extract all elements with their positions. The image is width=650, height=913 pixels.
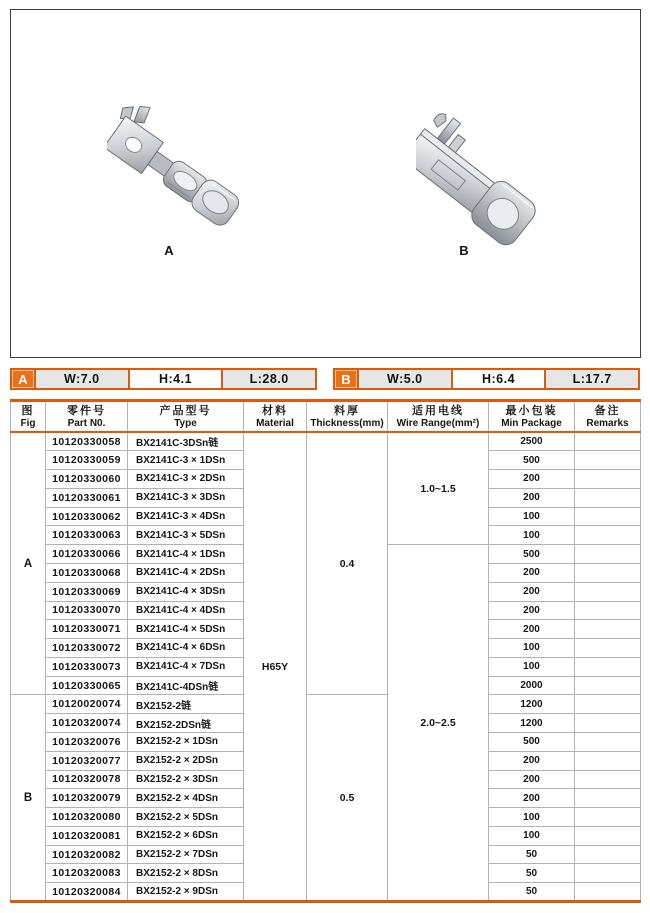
bar-a-height-value: H:4.1 [128,370,222,388]
type-cell: BX2141C-4 × 4DSn [128,601,244,620]
remarks-cell [575,883,641,902]
part-no-cell: 10120320082 [46,845,128,864]
bar-a-fig-badge: A [12,370,34,388]
min-package-cell: 500 [489,733,575,752]
wire-range-cell: 2.0~2.5 [388,545,489,902]
column-header-type: 产品型号 Type [128,401,244,433]
remarks-cell [575,601,641,620]
material-cell: H65Y [244,432,307,902]
part-no-cell: 10120330062 [46,507,128,526]
min-package-cell: 200 [489,582,575,601]
column-header-fig: 图 Fig [11,401,46,433]
part-no-cell: 10120330072 [46,639,128,658]
column-header-material: 材料 Material [244,401,307,433]
type-cell: BX2152-2 × 3DSn [128,770,244,789]
type-cell: BX2152-2 × 7DSn [128,845,244,864]
terminal-a-photo [107,92,267,257]
min-package-cell: 200 [489,470,575,489]
remarks-cell [575,789,641,808]
remarks-cell [575,451,641,470]
type-cell: BX2152-2 × 8DSn [128,864,244,883]
min-package-cell: 100 [489,657,575,676]
remarks-cell [575,770,641,789]
type-cell: BX2141C-4 × 6DSn [128,639,244,658]
min-package-cell: 500 [489,451,575,470]
type-cell: BX2152-2 × 6DSn [128,826,244,845]
min-package-cell: 200 [489,620,575,639]
remarks-cell [575,507,641,526]
type-cell: BX2152-2DSn链 [128,714,244,733]
remarks-cell [575,488,641,507]
type-cell: BX2152-2 × 1DSn [128,733,244,752]
thickness-cell: 0.4 [307,432,388,695]
column-header-thickness-mm: 料厚 Thickness(mm) [307,401,388,433]
thickness-cell: 0.5 [307,695,388,902]
part-no-cell: 10120320078 [46,770,128,789]
column-header-wire-range-mm: 适用电线 Wire Range(mm²) [388,401,489,433]
remarks-cell [575,563,641,582]
min-package-cell: 100 [489,526,575,545]
type-cell: BX2141C-3 × 1DSn [128,451,244,470]
figure-b-label: B [459,243,469,258]
dimension-bar-b [333,368,640,390]
column-header-part-n0: 零件号 Part N0. [46,401,128,433]
part-no-cell: 10120330066 [46,545,128,564]
part-no-cell: 10120330061 [46,488,128,507]
min-package-cell: 100 [489,808,575,827]
type-cell: BX2141C-4DSn链 [128,676,244,695]
part-no-cell: 10120330063 [46,526,128,545]
part-no-cell: 10120330059 [46,451,128,470]
min-package-cell: 200 [489,601,575,620]
part-no-cell: 10120330065 [46,676,128,695]
min-package-cell: 100 [489,639,575,658]
min-package-cell: 1200 [489,695,575,714]
min-package-cell: 200 [489,751,575,770]
part-no-cell: 10120320079 [46,789,128,808]
type-cell: BX2152-2 × 4DSn [128,789,244,808]
min-package-cell: 50 [489,864,575,883]
min-package-cell: 200 [489,488,575,507]
part-no-cell: 10120320074 [46,714,128,733]
part-no-cell: 10120320077 [46,751,128,770]
figure-a-label: A [164,243,174,258]
type-cell: BX2141C-4 × 5DSn [128,620,244,639]
type-cell: BX2141C-3 × 2DSn [128,470,244,489]
remarks-cell [575,657,641,676]
min-package-cell: 100 [489,826,575,845]
type-cell: BX2141C-3DSn链 [128,432,244,451]
part-no-cell: 10120330069 [46,582,128,601]
part-no-cell: 10120330068 [46,563,128,582]
min-package-cell: 2000 [489,676,575,695]
type-cell: BX2152-2 × 2DSn [128,751,244,770]
remarks-cell [575,826,641,845]
terminal-b-photo [416,110,566,270]
part-no-cell: 10120330060 [46,470,128,489]
remarks-cell [575,714,641,733]
part-no-cell: 10120020074 [46,695,128,714]
type-cell: BX2141C-4 × 2DSn [128,563,244,582]
remarks-cell [575,432,641,451]
part-no-cell: 10120330071 [46,620,128,639]
part-no-cell: 10120320081 [46,826,128,845]
part-no-cell: 10120330070 [46,601,128,620]
min-package-cell: 500 [489,545,575,564]
bar-a-width-value: W:7.0 [34,370,128,388]
part-no-cell: 10120320080 [46,808,128,827]
min-package-cell: 200 [489,789,575,808]
column-header-min-package: 最小包装 Min Package [489,401,575,433]
bar-b-width-value: W:5.0 [357,370,451,388]
remarks-cell [575,676,641,695]
column-header-remarks: 备注 Remarks [575,401,641,433]
type-cell: BX2141C-3 × 5DSn [128,526,244,545]
min-package-cell: 200 [489,563,575,582]
fig-cell: B [11,695,46,902]
bar-b-fig-badge: B [335,370,357,388]
parts-table-body [11,432,641,902]
min-package-cell: 1200 [489,714,575,733]
part-no-cell: 10120330058 [46,432,128,451]
type-cell: BX2141C-4 × 3DSn [128,582,244,601]
dimension-bar-a [10,368,317,390]
type-cell: BX2141C-4 × 1DSn [128,545,244,564]
type-cell: BX2141C-3 × 3DSn [128,488,244,507]
bar-b-length-value: L:17.7 [544,370,638,388]
min-package-cell: 100 [489,507,575,526]
remarks-cell [575,808,641,827]
min-package-cell: 200 [489,770,575,789]
bar-b-height-value: H:6.4 [451,370,545,388]
wire-range-cell: 1.0~1.5 [388,432,489,545]
remarks-cell [575,639,641,658]
product-photo-panel [10,9,641,358]
bar-a-length-value: L:28.0 [221,370,315,388]
type-cell: BX2152-2链 [128,695,244,714]
remarks-cell [575,470,641,489]
fig-cell: A [11,432,46,695]
part-no-cell: 10120320076 [46,733,128,752]
min-package-cell: 50 [489,883,575,902]
table-row [11,432,641,451]
table-header-row [11,401,641,433]
table-row [11,695,641,714]
remarks-cell [575,864,641,883]
min-package-cell: 2500 [489,432,575,451]
min-package-cell: 50 [489,845,575,864]
part-no-cell: 10120320083 [46,864,128,883]
remarks-cell [575,545,641,564]
remarks-cell [575,582,641,601]
remarks-cell [575,695,641,714]
remarks-cell [575,620,641,639]
type-cell: BX2141C-4 × 7DSn [128,657,244,676]
part-no-cell: 10120320084 [46,883,128,902]
parts-table [10,399,641,903]
type-cell: BX2141C-3 × 4DSn [128,507,244,526]
remarks-cell [575,526,641,545]
type-cell: BX2152-2 × 5DSn [128,808,244,827]
type-cell: BX2152-2 × 9DSn [128,883,244,902]
remarks-cell [575,751,641,770]
remarks-cell [575,733,641,752]
part-no-cell: 10120330073 [46,657,128,676]
remarks-cell [575,845,641,864]
